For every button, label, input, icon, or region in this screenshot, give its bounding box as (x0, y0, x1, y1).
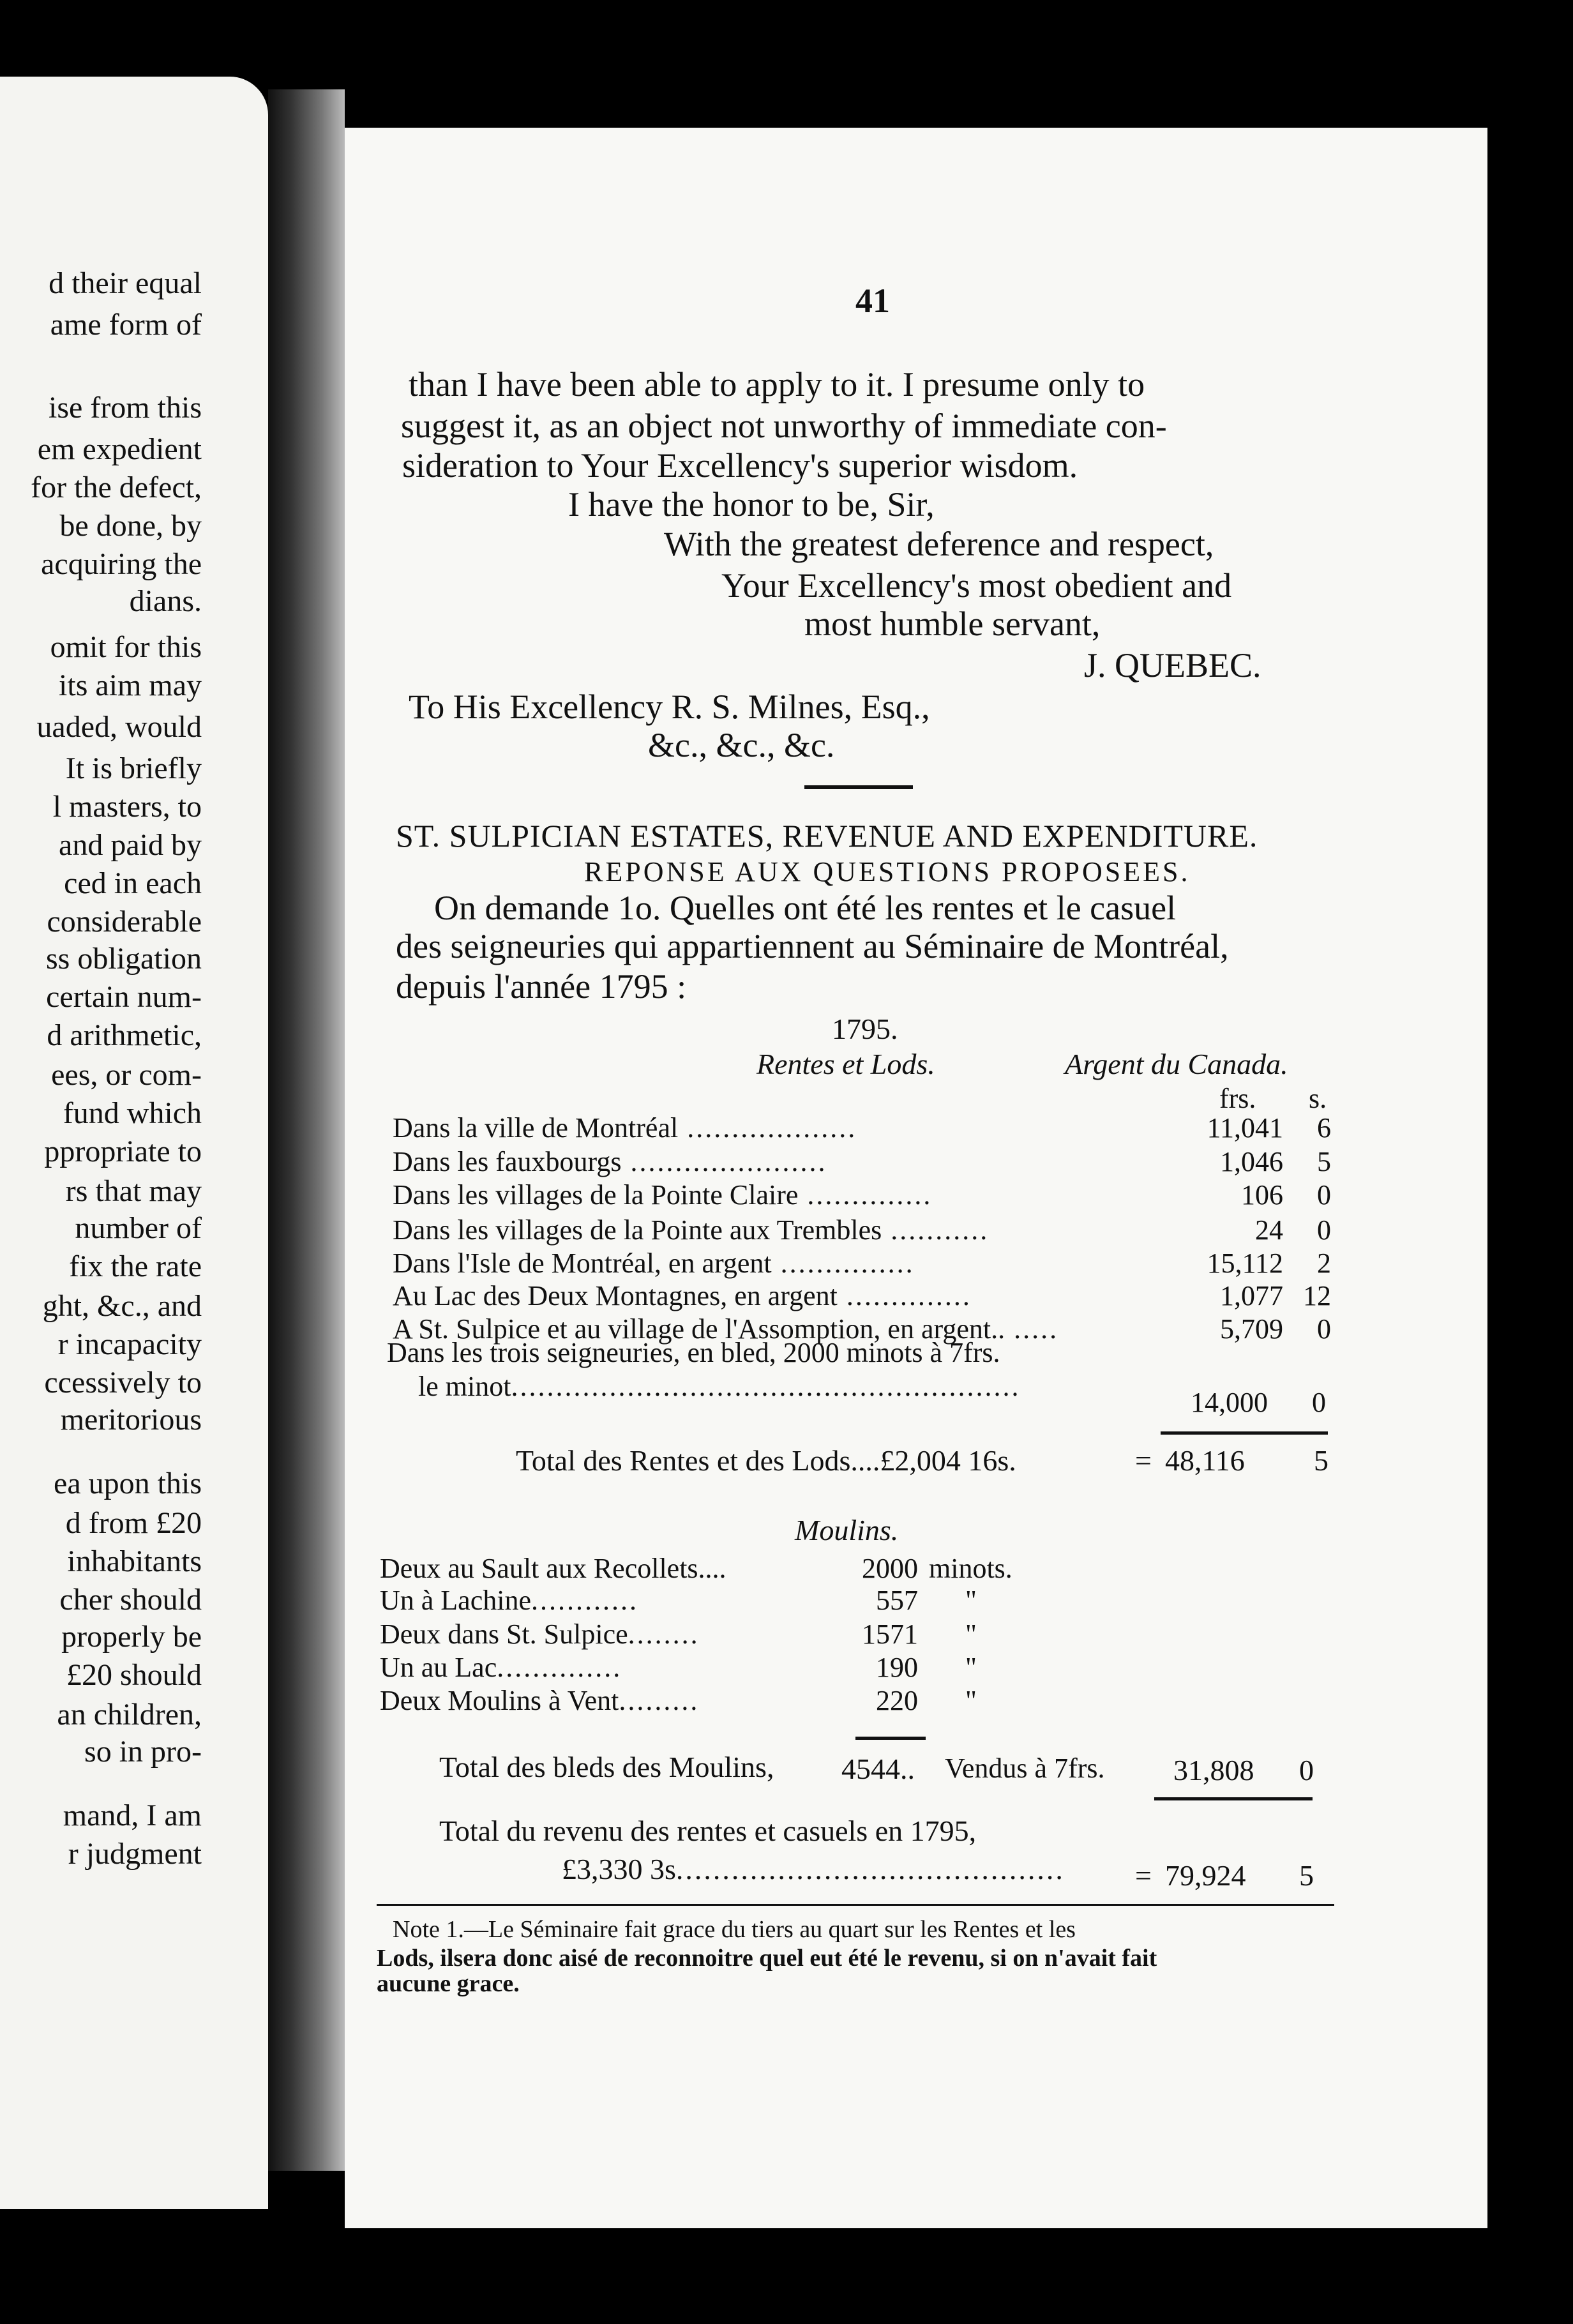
total-revenu-label-1: Total du revenu des rentes et casuels en 1795, (439, 1815, 977, 1847)
rentes-row-s: 0 (1317, 1179, 1331, 1211)
left-page-line: inhabitants (67, 1544, 202, 1578)
moulins-row-label (380, 1687, 699, 1715)
rentes-row-label (393, 1181, 932, 1209)
leader-dots: .......................................... (675, 1853, 1065, 1885)
total-revenu-label-2 (562, 1855, 1065, 1884)
moulins-row-qty: 1571 (862, 1618, 918, 1650)
leader-dots: ......................................................... (511, 1371, 1021, 1402)
left-page-line: number of (75, 1211, 202, 1245)
rentes-row-s: 0 (1317, 1214, 1331, 1246)
right-page (345, 128, 1487, 2228)
page-number: 41 (855, 282, 890, 320)
left-page-line: uaded, would (36, 710, 202, 744)
left-page-line: ppropriate to (44, 1135, 202, 1168)
left-page-line: cher should (59, 1583, 202, 1617)
question-line-3: depuis l'année 1795 : (396, 967, 687, 1006)
section-subtitle: REPONSE AUX QUESTIONS PROPOSEES. (584, 856, 1191, 887)
left-page-line: so in pro- (84, 1735, 202, 1769)
left-page-line: em expedient (37, 432, 202, 466)
rentes-row-label (393, 1216, 989, 1244)
total-rule-revenu (1154, 1797, 1313, 1800)
left-page-line: ame form of (50, 308, 202, 342)
moulins-row-text: Un à Lachine (380, 1585, 531, 1616)
left-page-line: rs that may (65, 1174, 202, 1208)
rentes-row-text: A St. Sulpice et au village de l'Assomption, en argent.. (393, 1313, 1005, 1345)
left-page-line: be done, by (59, 509, 202, 543)
section-title: ST. SULPICIAN ESTATES, REVENUE AND EXPENDITURE. (396, 818, 1258, 854)
left-page-line: dians. (129, 584, 202, 618)
book-gutter (268, 89, 345, 2171)
left-page-line: ced in each (64, 866, 202, 900)
rentes-row-s: 2 (1317, 1248, 1331, 1279)
rentes-row-text: Dans les villages de la Pointe aux Trembles (393, 1214, 882, 1246)
moulins-row-label (380, 1620, 700, 1649)
leader-dots: ................... (678, 1112, 857, 1143)
left-page-line: ise from this (49, 391, 202, 425)
rentes-row-s: 12 (1303, 1280, 1331, 1311)
left-page-line: r incapacity (57, 1327, 202, 1361)
moulins-row-qty: 557 (876, 1585, 918, 1616)
total-rentes-equals: = (1135, 1444, 1152, 1477)
rentes-row-s: 6 (1317, 1112, 1331, 1143)
rentes-row-text: Dans les villages de la Pointe Claire (393, 1179, 799, 1211)
leader-dots: .............. (798, 1179, 933, 1211)
left-page-line: for the defect, (31, 471, 202, 504)
closing-line-2: With the greatest deference and respect, (664, 525, 1214, 563)
rentes-row-label (393, 1249, 915, 1278)
total-revenu-frs: 79,924 (1165, 1859, 1246, 1892)
left-page-line: ght, &c., and (42, 1289, 202, 1323)
closing-line-4: most humble servant, (804, 605, 1101, 643)
left-page-line: mand, I am (63, 1799, 202, 1832)
moulins-row-text: Deux dans St. Sulpice (380, 1618, 628, 1650)
letter-line-1: than I have been able to apply to it. I presume only to (409, 365, 1145, 404)
total-rule-rentes (1161, 1431, 1328, 1435)
rentes-last-frs: 14,000 (1191, 1387, 1268, 1418)
rentes-row-s: 5 (1317, 1146, 1331, 1177)
rentes-row-frs: 15,112 (1207, 1248, 1283, 1279)
moulins-row-text: Un au Lac (380, 1652, 497, 1683)
rentes-row-text: Dans la ville de Montréal (393, 1112, 679, 1143)
left-page-line: l masters, to (52, 790, 202, 824)
rentes-row-label (393, 1148, 827, 1176)
left-page-line: properly be (61, 1620, 202, 1654)
left-page-line: d from £20 (65, 1506, 202, 1540)
total-rentes-frs: 48,116 (1165, 1444, 1245, 1477)
moulins-row-unit: " (965, 1652, 977, 1683)
moulins-row-unit: " (965, 1585, 977, 1616)
total-bleds-label: Total des bleds des Moulins, (439, 1751, 774, 1783)
moulins-row-qty: 220 (876, 1685, 918, 1716)
rentes-row-text: Au Lac des Deux Montagnes, en argent (393, 1280, 838, 1311)
rentes-row-frs: 24 (1255, 1214, 1283, 1246)
moulins-row-label (380, 1654, 622, 1682)
rentes-row-text: Dans les fauxbourgs (393, 1146, 622, 1177)
total-bleds-sold: Vendus à 7frs. (945, 1753, 1105, 1784)
left-page-line: ea upon this (54, 1467, 202, 1500)
left-page-line: d arithmetic, (47, 1018, 202, 1052)
left-page (0, 77, 268, 2209)
addressee-line-1: To His Excellency R. S. Milnes, Esq., (409, 688, 930, 726)
addressee-line-2: &c., &c., &c. (648, 726, 835, 764)
moulins-heading: Moulins. (795, 1514, 899, 1546)
question-line-1: On demande 1o. Quelles ont été les rentes et le casuel (434, 889, 1177, 927)
total-revenu-s: 5 (1299, 1859, 1314, 1892)
total-revenu-amount: £3,330 3s (562, 1853, 676, 1885)
left-page-line: considerable (47, 905, 202, 939)
leader-dots: ........... (882, 1214, 990, 1246)
rentes-last-label-2 (418, 1373, 1020, 1401)
left-page-line: fund which (63, 1096, 202, 1130)
note-line-3: aucune grace. (377, 1970, 520, 1997)
total-bleds-qty: 4544.. (841, 1753, 915, 1785)
total-revenu-equals: = (1135, 1859, 1152, 1892)
rentes-last-s: 0 (1312, 1387, 1326, 1418)
letter-line-2: suggest it, as an object not unworthy of immediate con- (401, 407, 1167, 445)
left-page-line: d their equal (49, 266, 202, 300)
rentes-row-label (393, 1114, 857, 1142)
left-page-line: acquiring the (41, 547, 202, 581)
total-rentes-label: Total des Rentes et des Lods....£2,004 16s. (516, 1444, 1016, 1477)
unit-s: s. (1309, 1083, 1327, 1114)
section-divider (804, 785, 913, 789)
left-page-line: omit for this (50, 630, 202, 664)
rentes-row-s: 0 (1317, 1313, 1331, 1345)
total-rentes-s: 5 (1314, 1444, 1328, 1477)
rentes-row-text: Dans l'Isle de Montréal, en argent (393, 1248, 772, 1279)
moulins-row-unit: minots. (929, 1553, 1012, 1584)
moulins-row-unit: " (965, 1685, 977, 1716)
closing-line-3: Your Excellency's most obedient and (721, 566, 1232, 605)
moulins-row-text: Deux Moulins à Vent (380, 1685, 619, 1716)
rentes-last-label-2-text: le minot (418, 1371, 511, 1402)
left-page-line: an children, (57, 1698, 202, 1732)
moulins-row-qty: 190 (876, 1652, 918, 1683)
leader-dots: ......... (619, 1685, 700, 1716)
closing-line-1: I have the honor to be, Sir, (568, 485, 935, 524)
leader-dots: ............ (531, 1585, 638, 1616)
left-page-line: its aim may (59, 668, 202, 702)
rentes-last-label-1: Dans les trois seigneuries, en bled, 2000 minots à 7frs. (387, 1337, 1000, 1368)
leader-dots: ..... (1005, 1313, 1059, 1345)
leader-dots: ........ (628, 1618, 700, 1650)
moulins-row-label (380, 1587, 638, 1615)
total-bleds-frs: 31,808 (1173, 1754, 1254, 1786)
total-rule-moulins (855, 1737, 926, 1740)
column-heading-argent: Argent du Canada. (1065, 1048, 1288, 1080)
left-page-line: ees, or com- (51, 1058, 202, 1092)
question-line-2: des seigneuries qui appartiennent au Séminaire de Montréal, (396, 927, 1229, 965)
year-heading: 1795. (832, 1013, 898, 1045)
total-bleds-s: 0 (1299, 1754, 1314, 1786)
left-page-line: r judgment (68, 1837, 202, 1871)
left-page-line: ccessively to (44, 1366, 202, 1400)
moulins-row-qty: 2000 (862, 1553, 918, 1584)
left-page-line: meritorious (60, 1403, 202, 1437)
left-page-line: It is briefly (65, 751, 202, 785)
moulins-row-text: Deux au Sault aux Recollets.... (380, 1553, 726, 1584)
rentes-row-frs: 5,709 (1220, 1313, 1283, 1345)
left-page-line: £20 should (66, 1658, 202, 1692)
column-heading-rentes: Rentes et Lods. (756, 1048, 935, 1080)
left-page-line: fix the rate (69, 1249, 202, 1283)
note-rule (377, 1904, 1334, 1906)
rentes-row-label (393, 1282, 972, 1310)
leader-dots: .............. (837, 1280, 972, 1311)
signature: J. QUEBEC. (1084, 646, 1261, 684)
letter-line-3: sideration to Your Excellency's superior wisdom. (402, 446, 1078, 485)
moulins-row-unit: " (965, 1618, 977, 1650)
left-page-line: certain num- (46, 980, 202, 1014)
leader-dots: ...................... (621, 1146, 827, 1177)
left-page-line: and paid by (59, 828, 202, 862)
rentes-row-frs: 1,046 (1220, 1146, 1283, 1177)
rentes-row-frs: 106 (1241, 1179, 1283, 1211)
rentes-row-frs: 11,041 (1207, 1112, 1283, 1143)
leader-dots: .............. (497, 1652, 622, 1683)
unit-frs: frs. (1219, 1083, 1256, 1114)
note-line-1: Note 1.—Le Séminaire fait grace du tiers au quart sur les Rentes et les (393, 1916, 1076, 1943)
note-line-2: Lods, ilsera donc aisé de reconnoitre quel eut été le revenu, si on n'avait fait (377, 1945, 1157, 1972)
left-page-line: ss obligation (45, 942, 202, 976)
leader-dots: ............... (771, 1248, 915, 1279)
rentes-row-frs: 1,077 (1220, 1280, 1283, 1311)
moulins-row-label (380, 1555, 726, 1583)
